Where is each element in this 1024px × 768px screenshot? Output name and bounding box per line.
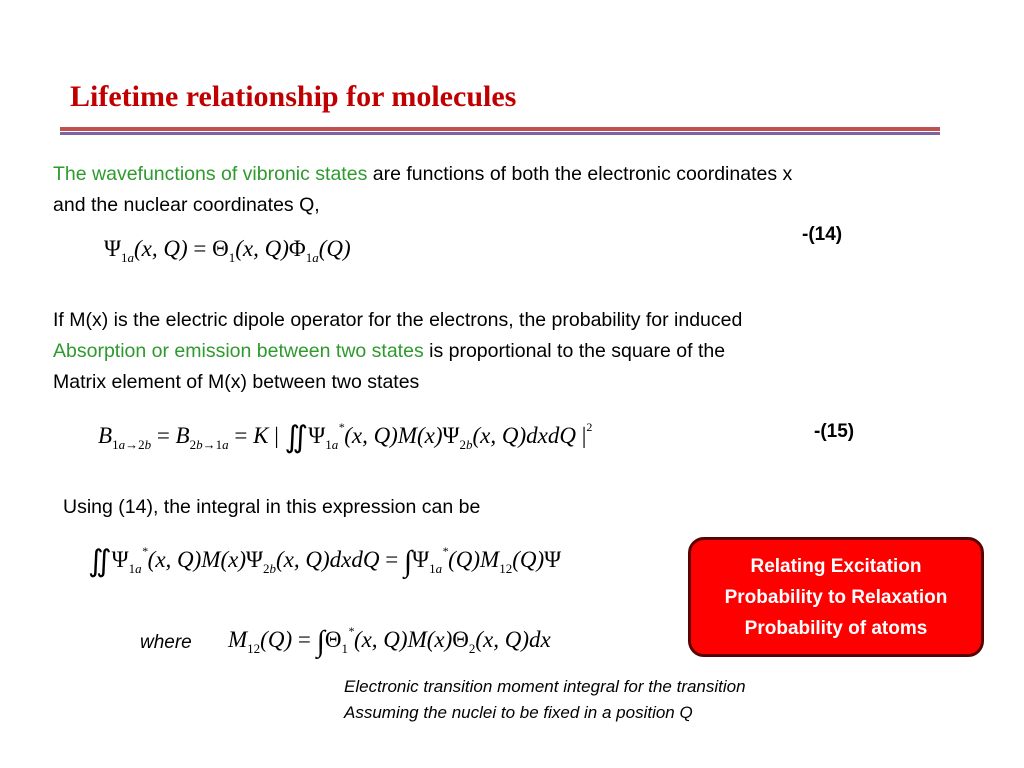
para2-highlight: Absorption or emission between two states <box>53 340 424 362</box>
intro-rest: are functions of both the electronic coordinates x <box>367 163 793 185</box>
equation-14-number: -(14) <box>802 224 843 245</box>
callout-box <box>688 537 984 657</box>
transition-moment-note <box>344 674 746 726</box>
using-text: Using (14), the integral in this expression can be <box>63 496 481 518</box>
intro-line-2: and the nuclear coordinates Q, <box>53 194 320 216</box>
equation-integral-expansion: $∬\Psi_{1a}^*(x$, $Q)M(x)\Psi_{2b}(x$, Q)dxdQ = $\int\Psi_{1a}^*(Q)M_{12}(Q)\Psi$ <box>88 544 562 578</box>
equation-m12: $M_{12}(Q) = \int\Theta_1^*(x$, $Q)M(x)\Theta_2(x$, Q)dx <box>228 624 551 658</box>
para2-line-3: Matrix element of M(x) between two states <box>53 371 420 393</box>
callout-line-1: Relating Excitation <box>750 555 922 577</box>
para2-rest: is proportional to the square of the <box>423 340 726 362</box>
note-line-1: Electronic transition moment integral for the transition <box>344 677 746 696</box>
equation-14: $\Psi_{1a}(x$, $Q) = \Theta_1(x$, $Q)\Phi_{1a}(Q)$ <box>104 236 351 265</box>
equation-15: $B_{1a\to 2b} = B_{2b\to 1a} = K$ | $∬\Psi_{1a}^*(x$, $Q)M(x)\Psi_{2b}(x$, Q)dxdQ $|^2$ <box>98 420 593 454</box>
intro-line-1 <box>53 159 792 190</box>
callout-line-2: Probability to Relaxation <box>724 586 948 608</box>
slide-title: Lifetime relationship for molecules <box>70 80 517 113</box>
intro-highlight: The wavefunctions of vibronic states <box>53 163 368 185</box>
title-divider-bottom <box>60 132 940 135</box>
where-label: where <box>140 632 192 653</box>
title-divider-top <box>60 127 940 131</box>
equation-15-number: -(15) <box>814 421 855 442</box>
para2-line-1: If M(x) is the electric dipole operator for the electrons, the probability for induced <box>53 309 743 331</box>
para2-line-2 <box>53 336 725 367</box>
note-line-2: Assuming the nuclei to be fixed in a position Q <box>344 703 693 722</box>
callout-line-3: Probability of atoms <box>744 617 928 639</box>
